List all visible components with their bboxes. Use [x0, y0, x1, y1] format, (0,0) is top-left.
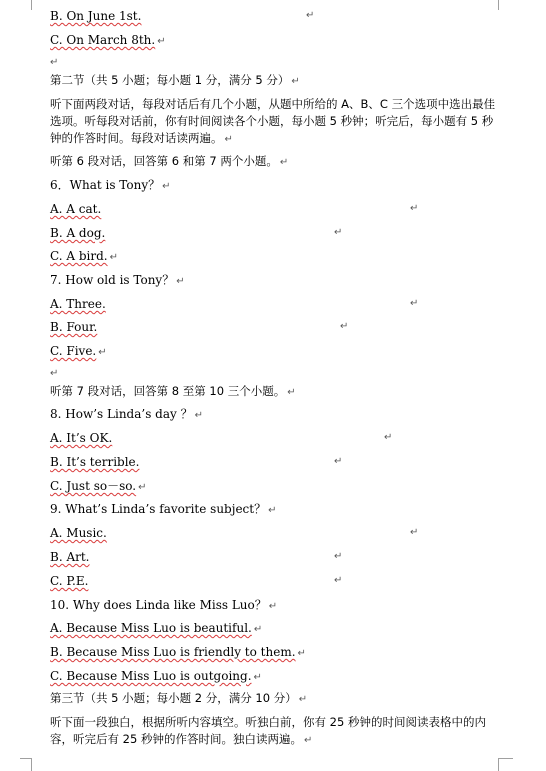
- paragraph-mark-icon: ↵: [279, 157, 289, 168]
- option-c-march[interactable]: C. On March 8th. ↵: [50, 33, 166, 47]
- page-corner-top-left: [31, 0, 32, 10]
- question-7-option-c[interactable]: C. Five. ↵: [50, 344, 107, 358]
- paragraph-mark-icon: ↵: [340, 321, 349, 332]
- question-6-option-b[interactable]: B. A dog.: [50, 226, 106, 240]
- paragraph-mark-icon: ↵: [334, 551, 343, 562]
- question-10-option-b[interactable]: B. Because Miss Luo is friendly to them. ↵: [50, 645, 306, 659]
- section-2-instructions: 听下面两段对话，每段对话后有几个小题，从题中所给的 A、B、C 三个选项中选出最佳选项。听每段对话前，你有时间阅读各个小题，每小题 5 秒钟；听完后，每小题有 5 秒钟的作答时间。每段对话读两遍。 ↵: [50, 97, 496, 145]
- question-8-option-c[interactable]: C. Just so－so. ↵: [50, 479, 147, 493]
- paragraph-mark-icon: ↵: [98, 347, 107, 358]
- dialogue-6-heading: 听第 6 段对话，回答第 6 和第 7 两个小题。 ↵: [50, 154, 289, 168]
- section-3-heading: 第三节（共 5 小题；每小题 2 分，满分 10 分） ↵: [50, 691, 308, 705]
- question-9-option-b[interactable]: B. Art.: [50, 550, 90, 564]
- paragraph-mark-icon: ↵: [50, 368, 59, 379]
- question-8-option-b[interactable]: B. It’s terrible.: [50, 455, 140, 469]
- section-3-instructions: 听下面一段独白，根据所听内容填空。听独白前，你有 25 秒钟的时间阅读表格中的内容，听完后有 25 秒钟的作答时间。独白读两遍。 ↵: [50, 715, 486, 746]
- paragraph-mark-icon: ↵: [50, 57, 59, 68]
- question-8-option-a[interactable]: A. It’s OK.: [50, 431, 113, 445]
- paragraph-mark-icon: ↵: [334, 456, 343, 467]
- question-6: 6．What is Tony？ ↵: [50, 178, 171, 192]
- paragraph-mark-icon: ↵: [410, 203, 419, 214]
- paragraph-mark-icon: ↵: [138, 482, 147, 493]
- question-9-option-a[interactable]: A. Music.: [50, 526, 107, 540]
- question-7-option-b[interactable]: B. Four.: [50, 320, 98, 334]
- paragraph-mark-icon: ↵: [176, 276, 185, 287]
- paragraph-mark-icon: ↵: [194, 410, 203, 421]
- paragraph-mark-icon: ↵: [268, 601, 278, 612]
- paragraph-mark-icon: ↵: [157, 36, 166, 47]
- paragraph-mark-icon: ↵: [410, 527, 419, 538]
- page-corner-bottom-right: [498, 758, 513, 771]
- question-10-option-a[interactable]: A. Because Miss Luo is beautiful. ↵: [50, 621, 263, 635]
- paragraph-mark-icon: ↵: [306, 10, 315, 21]
- question-6-option-c[interactable]: C. A bird. ↵: [50, 249, 119, 263]
- paragraph-mark-icon: ↵: [384, 432, 393, 443]
- paragraph-mark-icon: ↵: [109, 252, 119, 263]
- question-7: 7. How old is Tony？ ↵: [50, 273, 185, 287]
- page-corner-bottom-left: [20, 758, 32, 771]
- paragraph-mark-icon: ↵: [287, 387, 296, 398]
- paragraph-mark-icon: ↵: [253, 624, 263, 635]
- page-corner-top-right: [498, 0, 499, 10]
- paragraph-mark-icon: ↵: [303, 735, 313, 746]
- question-8: 8. How’s Linda’s day ？ ↵: [50, 407, 203, 421]
- question-9: 9. What’s Linda’s favorite subject？ ↵: [50, 502, 277, 516]
- paragraph-mark-icon: ↵: [298, 694, 308, 705]
- paragraph-mark-icon: ↵: [334, 575, 343, 586]
- paragraph-mark-icon: ↵: [253, 672, 262, 683]
- paragraph-mark-icon: ↵: [224, 134, 233, 145]
- question-6-option-a[interactable]: A. A cat.: [50, 202, 102, 216]
- paragraph-mark-icon: ↵: [334, 227, 343, 238]
- paragraph-mark-icon: ↵: [162, 181, 171, 192]
- paragraph-mark-icon: ↵: [297, 648, 306, 659]
- option-b-june[interactable]: B. On June 1st.: [50, 9, 142, 23]
- section-2-heading: 第二节（共 5 小题；每小题 1 分，满分 5 分） ↵: [50, 73, 300, 87]
- paragraph-mark-icon: ↵: [268, 505, 277, 516]
- question-10: 10. Why does Linda like Miss Luo？ ↵: [50, 598, 278, 612]
- question-7-option-a[interactable]: A. Three.: [50, 297, 106, 311]
- paragraph-mark-icon: ↵: [291, 76, 300, 87]
- dialogue-7-heading: 听第 7 段对话，回答第 8 至第 10 三个小题。 ↵: [50, 384, 296, 398]
- question-10-option-c[interactable]: C. Because Miss Luo is outgoing. ↵: [50, 669, 262, 683]
- paragraph-mark-icon: ↵: [410, 298, 419, 309]
- question-9-option-c[interactable]: C. P.E.: [50, 574, 89, 588]
